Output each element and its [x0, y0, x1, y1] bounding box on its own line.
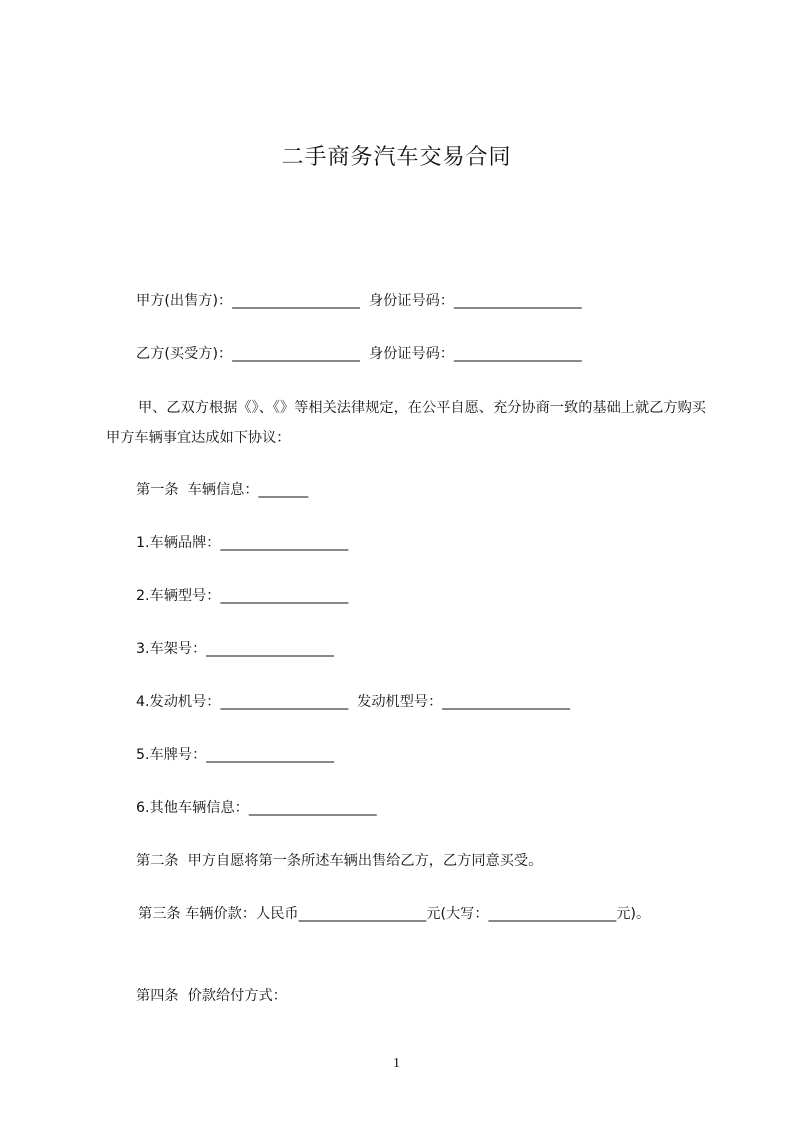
- article-4-heading: 第四条 价款给付方式：: [136, 988, 287, 1004]
- party-a-line: 甲方(出售方)：__________________ 身份证号码：__________________: [136, 293, 582, 309]
- article-2-line: 第二条 甲方自愿将第一条所述车辆出售给乙方，乙方同意买受。: [136, 853, 543, 869]
- preamble-paragraph: 甲、乙双方根据《》、《》等相关法律规定，在公平自愿、充分协商一致的基础上就乙方购买甲方车辆事宜达成如下协议：: [106, 400, 706, 446]
- other-vehicle-info-line: 6.其他车辆信息：__________________: [136, 800, 377, 816]
- party-b-line: 乙方(买受方)：__________________ 身份证号码：__________________: [136, 346, 582, 362]
- document-title: 二手商务汽车交易合同: [281, 145, 512, 170]
- page-number: 1: [393, 1056, 400, 1071]
- engine-number-line: 4.发动机号：__________________ 发动机型号：__________________: [136, 694, 570, 710]
- frame-number-line: 3.车架号：__________________: [136, 641, 334, 657]
- vehicle-model-line: 2.车辆型号：__________________: [136, 588, 349, 604]
- article-3-paragraph: 第三条 车辆价款：人民币__________________元(大写：__________________元)。: [138, 906, 651, 922]
- plate-number-line: 5.车牌号：__________________: [136, 747, 334, 763]
- vehicle-brand-line: 1.车辆品牌：__________________: [136, 535, 349, 551]
- article-1-heading: 第一条 车辆信息：_______: [136, 482, 309, 498]
